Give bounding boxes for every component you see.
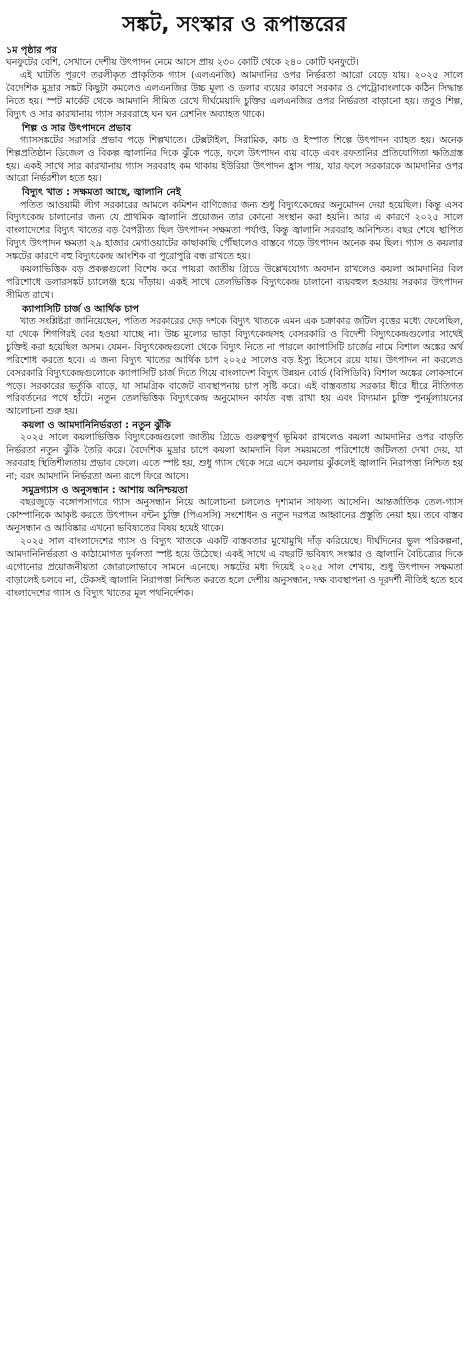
section-paragraph: ২০২৫ সালে কয়লাভিত্তিক বিদ্যুৎকেন্দ্রগুলো জাতীয় গ্রিডে গুরুত্বপূর্ণ ভূমিকা রাখলেও কয়লা আমদানির ওপর বাড়তি নির্ভরতা নতুন ঝুঁকি তৈরি করে। বৈদেশিক মুদ্রার চাপে কয়লা আমদানি বিল সময়মতো পরিশোধে জটিলতা দেখা দেয়, যা সরবরাহ স্থিতিশীলতায় প্রভাব ফেলে। এতে স্পষ্ট হয়, শুধু গ্যাস থেকে সরে এসে কয়লায় ঝুঁকলেই জ্বালানি নিরাপত্তা নিশ্চিত হয় না; বরং আমদানি নির্ভরতা অন্য রূপে ফিরে আসে। [6,432,463,483]
section-heading: ক্যাপাসিটি চার্জ ও আর্থিক চাপ [22,303,139,315]
section-paragraph: পতিত আওয়ামী লীগ সরকারের আমলে কমিশন বাণিজ্যের জন্য শুধু বিদ্যুৎকেন্দ্রের অনুমোদন দেয়া হয়েছিল। কিন্তু এসব বিদ্যুৎকেন্দ্র চালানোর জন্য যে প্রাথমিক জ্বালানি প্রয়োজন তার কোনো সংস্থান করা হয়নি। আর এ কারণে ২০২৫ সালে বাংলাদেশের বিদ্যুৎ খাতের বড় বৈপরীত্য ছিল উৎপাদন সক্ষমতা পর্যাপ্ত, কিন্তু জ্বালানি সরবরাহ অনিশ্চিত। বছর শেষে স্থাপিত বিদ্যুৎ উৎপাদন ক্ষমতা ২৯ হাজার মেগাওয়াটের কাছাকাছি পৌঁছালেও বাস্তবে গড়ে উৎপাদন অনেক কম ছিল। গ্যাস ও কয়লার সঙ্কটের কারণে বহু বিদ্যুৎকেন্দ্র আংশিক বা পুরোপুরি বন্ধ রাখতে হয়। [6,199,463,263]
section-heading: বিদ্যুৎ খাত : সক্ষমতা আছে, জ্বালানি নেই [22,187,181,199]
section-heading: কয়লা ও আমদানিনির্ভরতা : নতুন ঝুঁকি [22,420,171,432]
section-heading: শিল্প ও সার উৎপাদনে প্রভাব [22,122,132,134]
intro-paragraph: ঘনফুটের বেশি, সেখানে দেশীয় উৎপাদন নেমে আসে প্রায় ২৩০ কোটি থেকে ২৪০ কোটি ঘনফুটে। [6,57,359,68]
section-paragraph: গ্যাসসঙ্কটের সরাসরি প্রভাব পড়ে শিল্পখাতে। টেক্সটাইল, সিরামিক, কাচ ও ইস্পাত শিল্পে উৎপাদন ব্যাহত হয়। অনেক শিল্পপ্রতিষ্ঠান ডিজেল ও বিকল্প জ্বালানির দিকে ঝুঁকে পড়ে, ফলে উৎপাদন ব্যয় বাড়ে এবং রফতানির প্রতিযোগিতা ক্ষতিগ্রস্ত হয়। একই সাথে সার কারখানায় গ্যাস সরবরাহ কম থাকায় ইউরিয়া উৎপাদন হ্রাস পায়, যার ফলে সরকারকে আমদানির ওপর আরো নির্ভরশীল হতে হয়। [6,134,463,185]
section-paragraph: বছরজুড়ে বঙ্গোপসাগরে গ্যাস অনুসন্ধান নিয়ে আলোচনা চললেও দৃশ্যমান সাফল্য আসেনি। আন্তর্জাতিক তেল-গ্যাস কোম্পানিকে আকৃষ্ট করতে উৎপাদন বন্টন চুক্তি (পিএসসি) সংশোধন ও নতুন দরপত্র আহ্বানের প্রস্তুতি নেয়া হয়। তবে বাস্তব অনুসন্ধান ও আবিষ্কার এখনো ভবিষ্যতের বিষয় হয়েই থাকে। [6,497,463,535]
section-heading: সমুদ্রগ্যাস ও অনুসন্ধান : আশায় অনিশ্চয়তা [22,485,188,497]
section-paragraph: কয়লাভিত্তিক বড় প্রকল্পগুলো বিশেষ করে পায়রা জাতীয় গ্রিডে উল্লেখযোগ্য অবদান রাখলেও কয়লা আমদানির বিল পরিশোধে ডলারসঙ্কট চ্যালেঞ্জ হয়ে দাঁড়ায়। একই সাথে তেলভিত্তিক বিদ্যুৎকেন্দ্র চালানো ব্যয়বহুল হওয়ায় সরকার উৎপাদন সীমিত রাখে। [6,264,463,301]
intro-paragraph: এই ঘাটতি পূরণে তরলীকৃত প্রাকৃতিক গ্যাস (এলএনজি) আমদানির ওপর নির্ভরতা আরো বেড়ে যায়। ২০২৫ সালে বৈদেশিক মুদ্রার সঙ্কট কিছুটা কমলেও এলএনজির উচ্চ মূল্য ও ডলার ব্যয়ের কারণে সরকার ও পেট্রোবাংলাকে কঠিন সিদ্ধান্ত নিতে হয়। স্পট মার্কেট থেকে আমদানি সীমিত রেখে দীর্ঘমেয়াদি চুক্তির এলএনজির ওপর নির্ভরতা বাড়ানো হয়। তবুও শিল্প, বিদ্যুৎ ও সার কারখানায় গ্যাস সরবরাহে ঘন ঘন রেশনিং অব্যাহত থাকে। [6,69,463,120]
section-paragraph: খাত সংশ্লিষ্টরা জানিয়েছেন, পতিত সরকারের দেড় দশকে বিদ্যুৎ খাতকে এমন এক চক্রাকার জটিল বৃত্তের মধ্যে ফেলেছিল, যা থেকে শিগগিরই বের হওয়া যাচ্ছে না। উচ্চ মূল্যের ভাড়া বিদ্যুৎকেন্দ্রসহ বেসরকারি ও বিদেশী বিদ্যুৎকেন্দ্রগুলোর সাথেই চুক্তিই করা হয়েছিল অসম। যেমন- বিদ্যুৎকেন্দ্রগুলো থেকে বিদ্যুৎ নিতে না পারলে ক্যাপাসিটি চার্জের নামে বিশাল অঙ্কের অর্থ পরিশোধ করতে হবে। এ জন্য বিদ্যুৎ খাতের আর্থিক চাপ ২০২৫ সালেও বড় ইস্যু হিসেবে রয়ে যায়। উৎপাদন না করলেও বেসরকারি বিদ্যুৎকেন্দ্রগুলোকে ক্যাপাসিটি চার্জ দিতে গিয়ে বাংলাদেশ বিদ্যুৎ উন্নয়ন বোর্ড (বিপিডিবি) বিশাল অঙ্কের লোকসানে পড়ে। সরকারের ভর্তুকি বাড়ে, যা সামগ্রিক বাজেট ব্যবস্থাপনায় চাপ সৃষ্টি করে। এই বাস্তবতায় সরকার ধীরে ধীরে নীতিগত পরিবর্তনের পথে হাঁটে। নতুন তেলভিত্তিক বিদ্যুৎকেন্দ্র অনুমোদন কার্যত বন্ধ রাখা হয় এবং বিদ্যমান চুক্তি পুনর্মূল্যায়নের আলোচনা শুরু হয়। [6,316,463,418]
section-paragraph: ২০২৫ সাল বাংলাদেশের গ্যাস ও বিদ্যুৎ খাতকে একটি বাস্তবতার মুখোমুখি দাঁড় করিয়েছে। দীর্ঘদিনের ভুল পরিকল্পনা, আমদানিনির্ভরতা ও কাঠামোগত দুর্বলতা স্পষ্ট হয়ে উঠেছে। একই সাথে এ বছরটি ভবিষ্যৎ সংস্কার ও জ্বালানি বৈচিত্র্যের দিকে এগোনোর প্রয়োজনীয়তা জোরালোভাবে সামনে এনেছে। সঙ্কটের মধ্য দিয়েই ২০২৫ সাল শেখায়, শুধু উৎপাদন সক্ষমতা বাড়ালেই চলবে না, টেকসই জ্বালানি নিরাপত্তা নিশ্চিত করতে হলে দেশীয় অনুসন্ধান, দক্ষ ব্যবস্থাপনা ও দূরদর্শী নীতিই হতে হবে বাংলাদেশের গ্যাস ও বিদ্যুৎ খাতের মূল পথনির্দেশক। [6,536,463,599]
headline: সঙ্কট, সংস্কার ও রূপান্তরের [122,12,347,36]
continued-from-label: ১ম পৃষ্ঠার পর [6,45,57,56]
